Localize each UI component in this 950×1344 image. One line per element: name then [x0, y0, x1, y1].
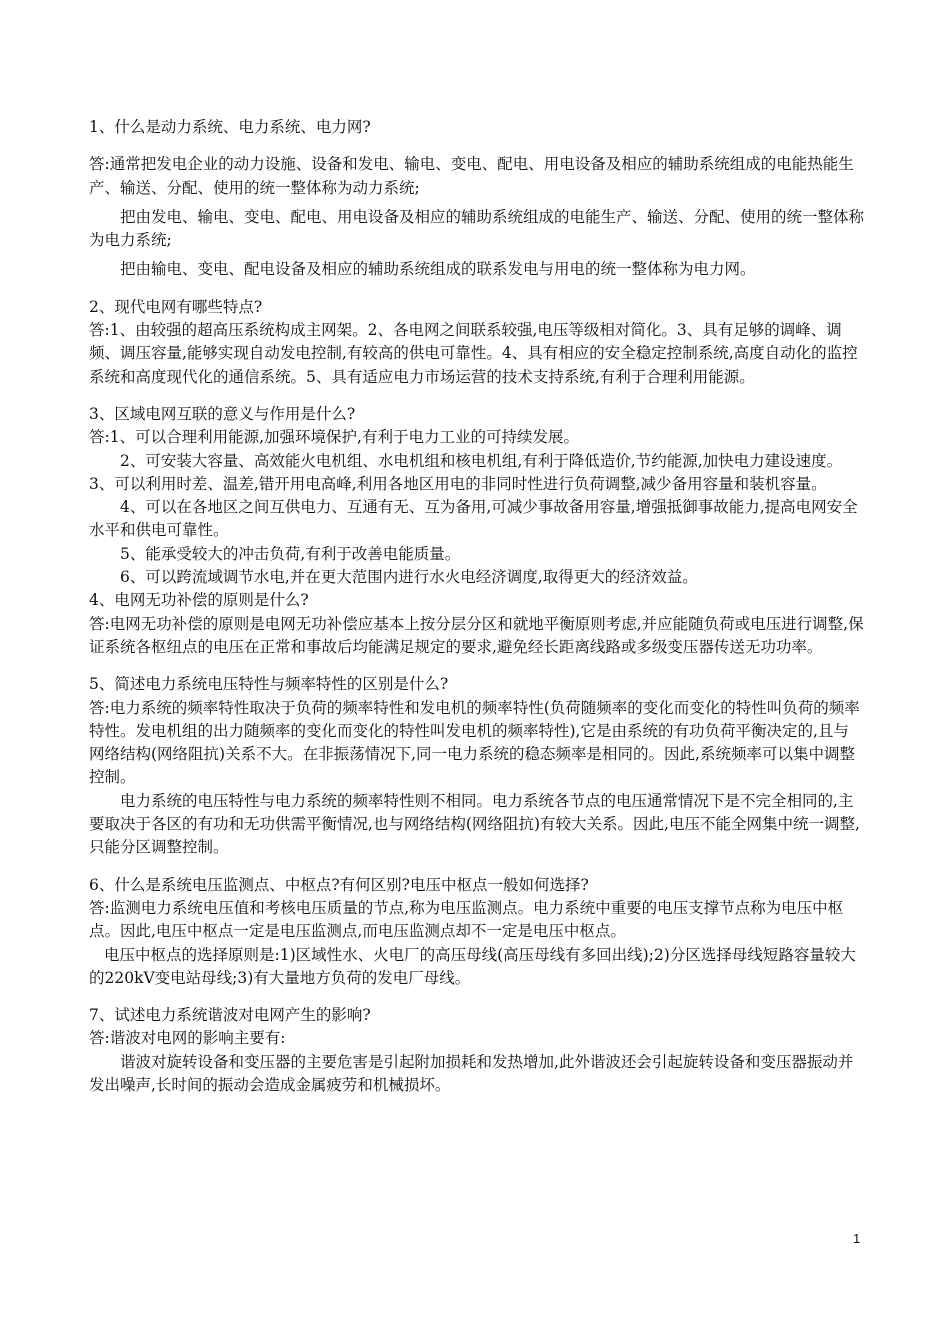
answer-paragraph: 答:1、由较强的超高压系统构成主网架。2、各电网之间联系较强,电压等级相对简化。3、具有足够的调峰、调频、调压容量,能够实现自动发电控制,有较高的供电可靠性。4、具有相应的安全稳定控制系统,高度自动化的监控系统和高度现代化的通信系统。5、具有适应电力市场运营的技术支持系统,有利于合理利用能源。 — [89, 321, 858, 386]
answer-paragraph: 2、可安装大容量、高效能火电机组、水电机组和核电机组,有利于降低造价,节约能源,加快电力建设速度。 — [120, 451, 843, 470]
answer-paragraph: 答:谐波对电网的影响主要有: — [89, 1029, 286, 1048]
answer-paragraph: 答:1、可以合理利用能源,加强环境保护,有利于电力工业的可持续发展。 — [89, 428, 579, 447]
document-body — [89, 116, 864, 1097]
answer-paragraph: 答:电网无功补偿的原则是电网无功补偿应基本上按分层分区和就地平衡原则考虑,并应能随负荷或电压进行调整,保证系统各枢纽点的电压在正常和事故后均能满足规定的要求,避免经长距离线路或多级变压器传送无功功率。 — [89, 614, 864, 656]
question-heading: 5、简述电力系统电压特性与频率特性的区别是什么? — [89, 675, 449, 694]
answer-paragraph: 答:电力系统的频率特性取决于负荷的频率特性和发电机的频率特性(负荷随频率的变化而变化的特性叫负荷的频率特性。发电机组的出力随频率的变化而变化的特性叫发电机的频率特性),它是由系统的有功负荷平衡决定的,且与网络结构(网络阻抗)关系不大。在非振荡情况下,同一电力系统的稳态频率是相同的。因此,系统频率可以集中调整控制。 — [89, 698, 860, 787]
answer-paragraph: 答:通常把发电企业的动力设施、设备和发电、输电、变电、配电、用电设备及相应的辅助系统组成的电能热能生产、输送、分配、使用的统一整体称为动力系统; — [89, 155, 854, 197]
question-heading: 7、试述电力系统谐波对电网产生的影响? — [89, 1006, 371, 1025]
question-heading: 4、电网无功补偿的原则是什么? — [89, 591, 309, 610]
answer-paragraph: 3、可以利用时差、温差,错开用电高峰,利用各地区用电的非同时性进行负荷调整,减少备用容量和装机容量。 — [89, 474, 827, 493]
question-heading: 1、什么是动力系统、电力系统、电力网? — [89, 118, 371, 136]
answer-paragraph: 电压中枢点的选择原则是:1)区域性水、火电厂的高压母线(高压母线有多回出线);2)分区选择母线短路容量较大的220kV变电站母线;3)有大量地方负荷的发电厂母线。 — [89, 945, 856, 987]
question-heading: 6、什么是系统电压监测点、中枢点?有何区别?电压中枢点一般如何选择? — [89, 875, 589, 894]
question-heading: 2、现代电网有哪些特点? — [89, 297, 263, 316]
answer-paragraph: 6、可以跨流域调节水电,并在更大范围内进行水火电经济调度,取得更大的经济效益。 — [120, 568, 698, 587]
answer-paragraph: 把由输电、变电、配电设备及相应的辅助系统组成的联系发电与用电的统一整体称为电力网。 — [120, 260, 756, 279]
answer-paragraph: 5、能承受较大的冲击负荷,有利于改善电能质量。 — [120, 544, 461, 563]
question-heading: 3、区域电网互联的意义与作用是什么? — [89, 404, 356, 423]
answer-paragraph: 答:监测电力系统电压值和考核电压质量的节点,称为电压监测点。电力系统中重要的电压支撑节点称为电压中枢点。因此,电压中枢点一定是电压监测点,而电压监测点却不一定是电压中枢点。 — [89, 898, 844, 941]
page-number: 1 — [853, 1231, 861, 1246]
answer-paragraph: 电力系统的电压特性与电力系统的频率特性则不相同。电力系统各节点的电压通常情况下是不完全相同的,主要取决于各区的有功和无功供需平衡情况,也与网络结构(网络阻抗)有较大关系。因此,电压不能全网集中统一调整,只能分区调整控制。 — [89, 791, 860, 857]
answer-paragraph: 谐波对旋转设备和变压器的主要危害是引起附加损耗和发热增加,此外谐波还会引起旋转设备和变压器振动并发出噪声,长时间的振动会造成金属疲劳和机械损坏。 — [89, 1052, 854, 1094]
answer-paragraph: 4、可以在各地区之间互供电力、互通有无、互为备用,可减少事故备用容量,增强抵御事故能力,提高电网安全水平和供电可靠性。 — [89, 498, 858, 540]
answer-paragraph: 把由发电、输电、变电、配电、用电设备及相应的辅助系统组成的电能生产、输送、分配、使用的统一整体称为电力系统; — [89, 207, 865, 250]
